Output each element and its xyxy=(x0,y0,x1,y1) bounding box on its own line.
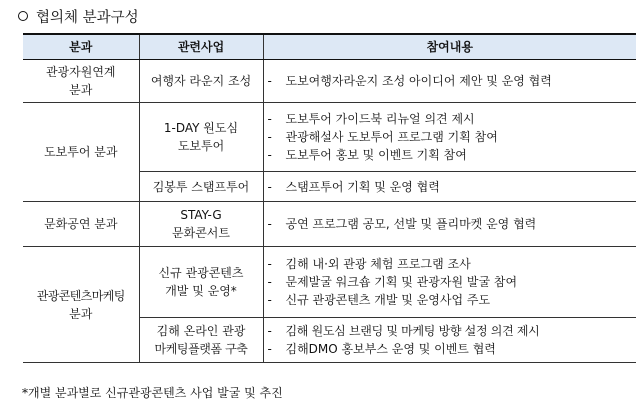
list-item xyxy=(268,110,633,128)
project-cell xyxy=(139,202,263,247)
dash-marker: - xyxy=(267,74,272,88)
list-item-text: 관광해설사 도보투어 프로그램 기획 참여 xyxy=(285,130,498,144)
participation-cell xyxy=(263,247,636,318)
footnote: *개별 분과별로 신규관광콘텐츠 사업 발굴 및 추진 xyxy=(22,386,283,400)
division-name-line: 분과 xyxy=(69,83,93,97)
dash-marker: - xyxy=(267,293,272,307)
list-item xyxy=(268,255,633,273)
table-row xyxy=(23,60,636,103)
project-cell xyxy=(139,103,263,172)
dash-marker: - xyxy=(267,275,272,289)
list-item xyxy=(268,340,633,358)
participation-cell xyxy=(263,103,636,172)
project-cell xyxy=(139,318,263,363)
project-name-line: 개발 및 운영* xyxy=(165,284,237,298)
division-table xyxy=(23,33,636,363)
dash-marker: - xyxy=(267,112,272,126)
list-item xyxy=(268,128,633,146)
list-item-text: 도보여행자라운지 조성 아이디어 제안 및 운영 협력 xyxy=(285,74,552,88)
list-item xyxy=(268,72,633,90)
division-name-line: 분과 xyxy=(69,306,93,321)
section-heading-text: 협의체 분과구성 xyxy=(36,9,139,26)
list-item xyxy=(268,146,633,164)
list-item xyxy=(268,291,633,309)
dash-marker: - xyxy=(267,148,272,162)
division-cell xyxy=(23,202,139,247)
dash-marker: - xyxy=(267,130,272,144)
list-item xyxy=(268,215,633,233)
division-name-line: 관광자원연계 xyxy=(45,65,116,79)
participation-cell xyxy=(263,60,636,103)
table-row xyxy=(23,103,636,172)
project-name-line: 신규 관광콘텐츠 xyxy=(158,266,244,280)
division-cell xyxy=(23,60,139,103)
table-header-row xyxy=(23,34,636,60)
participation-cell xyxy=(263,172,636,202)
project-name-line: STAY-G xyxy=(180,208,222,222)
project-name-line: 김봉투 스탬프투어 xyxy=(152,179,250,194)
dash-marker: - xyxy=(267,257,272,271)
project-name-line: 1-DAY 원도심 xyxy=(163,121,239,135)
division-name-line: 문화공연 분과 xyxy=(44,217,118,231)
list-item-text: 김해 원도심 브랜딩 및 마케팅 방향 설정 의견 제시 xyxy=(285,324,540,338)
table-row xyxy=(23,247,636,318)
dash-marker: - xyxy=(267,324,272,338)
project-name-line: 문화콘서트 xyxy=(172,226,230,240)
project-cell xyxy=(139,60,263,103)
project-name-line: 여행자 라운지 조성 xyxy=(150,74,252,88)
dash-marker: - xyxy=(267,342,272,356)
column-header-division: 분과 xyxy=(23,34,139,60)
list-item-text: 스탬프투어 기획 및 운영 협력 xyxy=(285,179,440,194)
list-item-text: 공연 프로그램 공모, 선발 및 플리마켓 운영 협력 xyxy=(285,217,537,231)
project-cell xyxy=(139,172,263,202)
project-cell xyxy=(139,247,263,318)
project-name-line: 마케팅플랫폼 구축 xyxy=(154,342,248,356)
list-item xyxy=(268,178,633,196)
list-item-text: 신규 관광콘텐츠 개발 및 운영사업 주도 xyxy=(285,293,491,307)
bullet-circle-icon xyxy=(18,11,28,21)
list-item-text: 도보투어 홍보 및 이벤트 기획 참여 xyxy=(285,148,467,162)
list-item-text: 김해DMO 홍보부스 운영 및 이벤트 협력 xyxy=(285,342,496,356)
list-item xyxy=(268,273,633,291)
list-item-text: 김해 내·외 관광 체험 프로그램 조사 xyxy=(285,257,471,271)
list-item-text: 도보투어 가이드북 리뉴얼 의견 제시 xyxy=(285,112,475,126)
division-name-line: 도보투어 분과 xyxy=(44,145,118,159)
list-item xyxy=(268,322,633,340)
dash-marker: - xyxy=(267,217,272,231)
division-cell xyxy=(23,247,139,363)
dash-marker: - xyxy=(267,179,272,194)
table-row xyxy=(23,202,636,247)
project-name-line: 김해 온라인 관광 xyxy=(156,324,246,338)
division-cell xyxy=(23,103,139,202)
participation-cell xyxy=(263,202,636,247)
participation-cell xyxy=(263,318,636,363)
list-item-text: 문제발굴 워크숍 기획 및 관광자원 발굴 참여 xyxy=(285,275,518,289)
column-header-participation: 참여내용 xyxy=(263,34,636,60)
section-heading xyxy=(18,4,139,28)
column-header-project: 관련사업 xyxy=(139,34,263,60)
division-name-line: 관광콘텐츠마케팅 xyxy=(36,288,125,303)
project-name-line: 도보투어 xyxy=(177,139,225,153)
